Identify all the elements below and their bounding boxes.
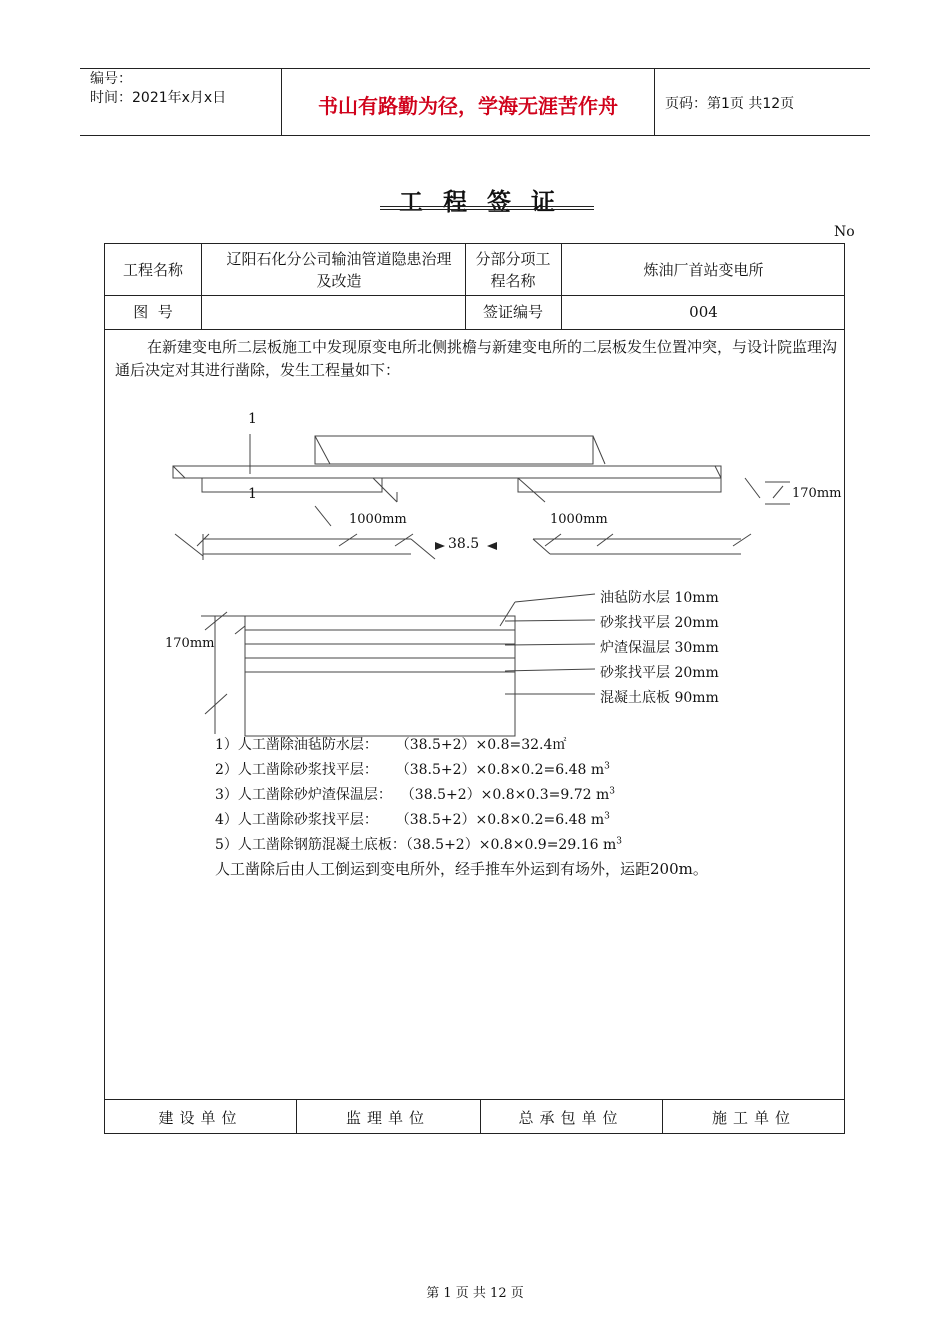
section-label-bottom: 1 [248, 486, 257, 502]
visa-no-label: 签证编号 [482, 303, 543, 321]
demolition-diagram [105, 394, 846, 739]
layer-legend [600, 586, 719, 711]
layer-label: 砂浆找平层 20mm [600, 615, 719, 631]
leader-line [315, 506, 331, 526]
description-paragraph: 在新建变电所二层板施工中发现原变电所北侧挑檐与新建变电所的二层板发生位置冲突，与设计院监理沟通后决定对其进行凿除，发生工程量如下： [115, 338, 838, 379]
left-eave-outline [202, 478, 382, 492]
layer-leader [500, 602, 515, 626]
calc-line-2: 2）人工凿除砂浆找平层： （38.5+2）×0.8×0.2=6.48 $m^3$ [215, 761, 610, 778]
project-name-label: 工程名称 [122, 260, 183, 279]
page-footer: 第 1 页 共 12 页 [426, 1286, 524, 1301]
thickness-left-label: 170mm [165, 636, 215, 651]
transport-note: 人工凿除后由人工倒运到变电所外，经手推车外运到有场外，运距200m。 [215, 860, 708, 878]
arrow-right-icon [435, 542, 445, 550]
header-top-rule [80, 68, 870, 69]
layer-section-outline [245, 616, 515, 736]
title-underline [380, 209, 594, 210]
project-name-value: 辽阳石化分公司输油管道隐患治理及改造 [226, 249, 452, 290]
row-rule [105, 329, 844, 330]
dim-middle-label: 38.5 [448, 536, 480, 552]
header-divider [281, 68, 282, 135]
slab-hatch [315, 436, 330, 464]
layer-label: 混凝土底板 90mm [600, 690, 719, 706]
header-motto: 书山有路勤为径，学海无涯苦作舟 [318, 94, 618, 118]
old-slab-outline [173, 466, 721, 478]
header-page-info: 页码：第1页 共12页 [665, 96, 795, 112]
drawing-no-label: 图 号 [133, 303, 173, 321]
time-label: 时间：2021年x月x日 [90, 90, 227, 106]
number-label: 编号： [90, 71, 132, 87]
header-divider [654, 68, 655, 135]
section-label-top: 1 [248, 411, 257, 427]
layer-label: 砂浆找平层 20mm [600, 665, 719, 681]
dim-right-label: 1000mm [550, 512, 608, 527]
slab-hatch [593, 436, 605, 464]
arrow-left-icon [487, 542, 497, 550]
layer-label: 炉渣保温层 30mm [600, 640, 719, 656]
unit-owner: 建设单位 [158, 1108, 243, 1127]
unit-general-contractor: 总承包单位 [518, 1108, 624, 1127]
calc-line-4: 4）人工凿除砂浆找平层： （38.5+2）×0.8×0.2=6.48 $m^3$ [215, 811, 610, 828]
unit-constructor: 施工单位 [711, 1108, 796, 1127]
header-bottom-rule [80, 135, 870, 136]
thickness-right-label: 170mm [792, 486, 842, 501]
visa-form [104, 243, 845, 1134]
title-underline [380, 206, 594, 207]
new-slab-outline [315, 436, 593, 464]
calc-line-3: 3）人工凿除砂炉渣保温层： （38.5+2）×0.8×0.3=9.72 $m^3$ [215, 786, 615, 803]
calc-line-1: 1）人工凿除油毡防水层： （38.5+2）×0.8=32.4㎡ [215, 737, 567, 753]
no-label: No [834, 224, 855, 240]
header-meta [90, 70, 226, 108]
calc-line-5: 5）人工凿除钢筋混凝土底板：（38.5+2）×0.8×0.9=29.16 $m^3$ [215, 836, 622, 853]
visa-no-value: 004 [689, 303, 718, 321]
dim-left-label: 1000mm [349, 512, 407, 527]
right-eave-outline [518, 478, 721, 492]
layer-label: 油毡防水层 10mm [600, 590, 719, 606]
sub-project-label: 分部分项工程名称 [475, 249, 551, 290]
unit-supervisor: 监理单位 [345, 1108, 430, 1127]
drawing-no-value [201, 295, 465, 329]
document-title: 工程签证 [399, 188, 575, 216]
sub-project-value: 炼油厂首站变电所 [643, 260, 764, 279]
